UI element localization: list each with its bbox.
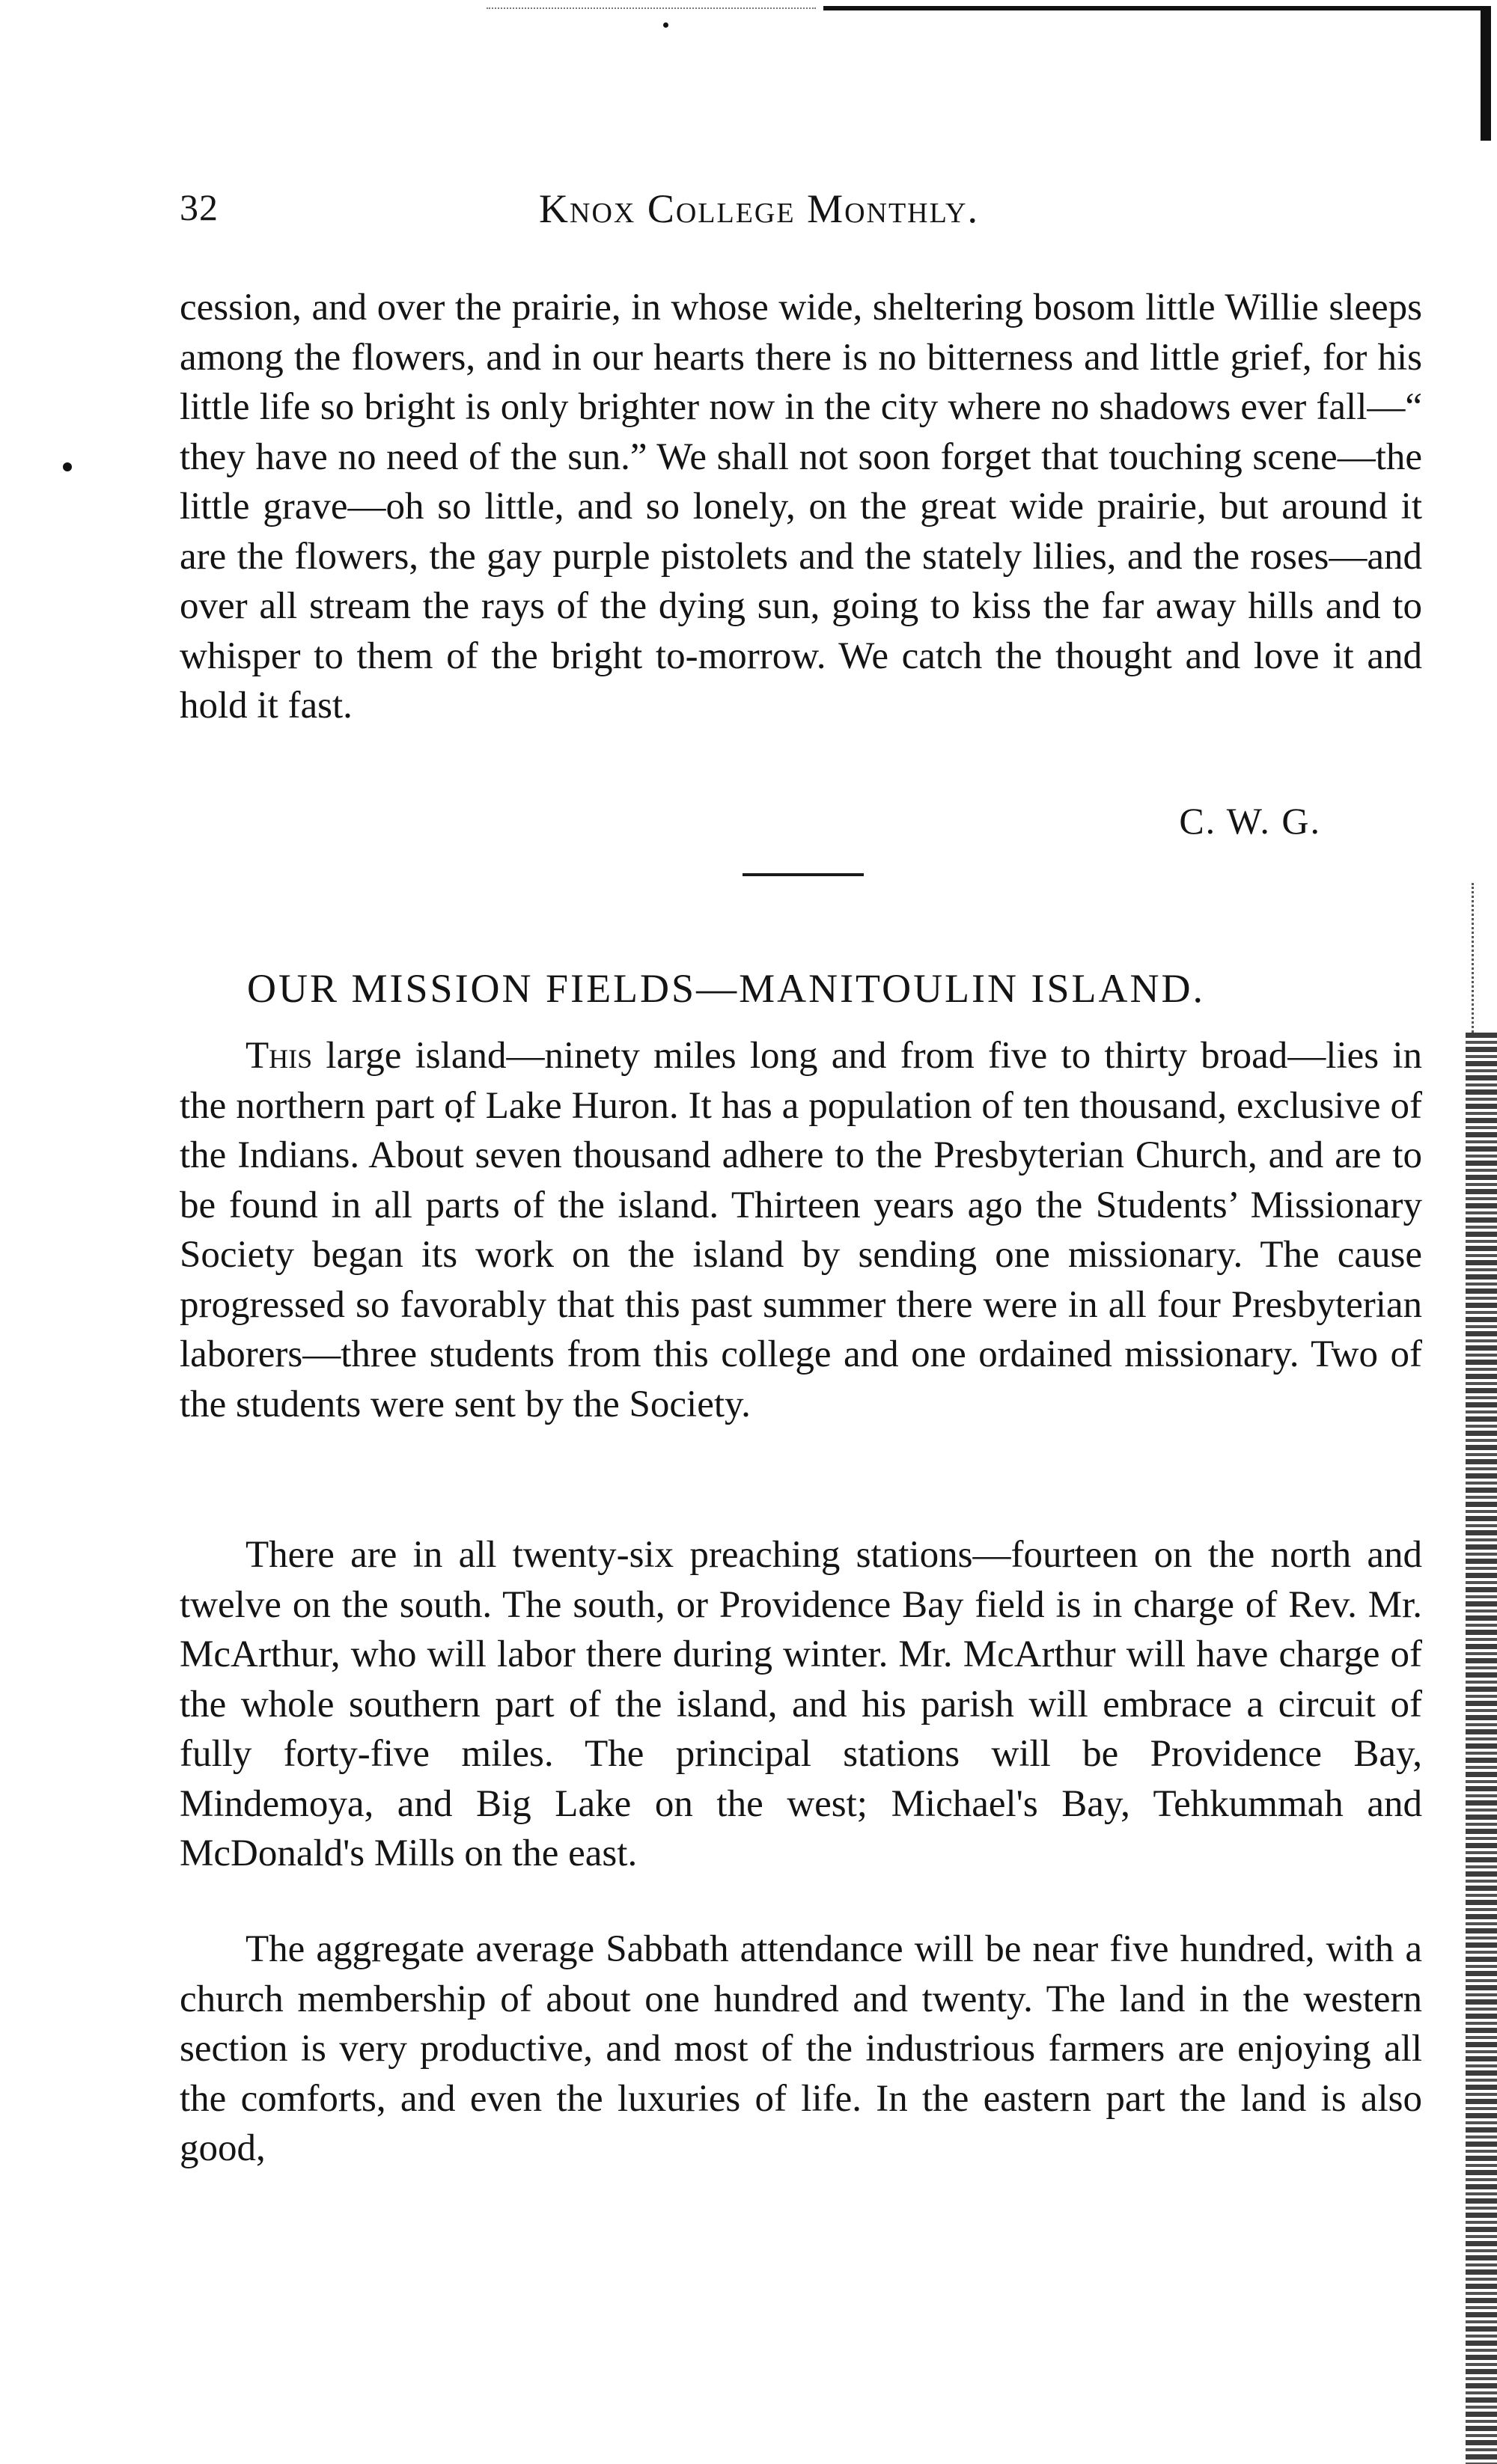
running-head xyxy=(180,186,1422,238)
opening-word: This xyxy=(246,1035,313,1077)
article-title: OUR MISSION FIELDS—MANITOULIN ISLAND. xyxy=(247,966,1206,1011)
journal-title: Knox College Monthly. xyxy=(539,186,979,231)
paragraph-text: There are in all twenty-six preaching stations—fourteen on the north and twelve on the south. The south, or Providence Bay field is in charge of Rev. Mr. McArthur, who will labor there during winter. Mr. McArthur will have charge of the whole southern part of the island, and his parish will embrace a circuit of fully forty-five miles. The principal stations will be Providence Bay, Mindemoya, and Big Lake on the west; Michael's Bay, Tehkummah and McDonald's Mills on the east. xyxy=(180,1534,1422,1874)
paragraph-text: cession, and over the prairie, in whose wide, sheltering bosom little Willie sleeps among the flowers, and in our hearts there is no bitterness and little grief, for his little life so bright is only brighter now in the city where no shadows ever fall—“ they have no need of the sun.” We shall not soon forget that touching scene—the little grave—oh so little, and so lonely, on the great wide prairie, but around it are the flowers, the gay purple pistolets and the stately lilies, and the roses—and over all stream the rays of the dying sun, going to kiss the far away hills and to whisper to them of the bright to-morrow. We catch the thought and love it and hold it fast. xyxy=(180,287,1422,727)
paragraph-text: The aggregate average Sabbath attendance will be near five hundred, with a church membership of about one hundred and twenty. The land in the western section is very productive, and most of the industrious farmers are enjoying all the comforts, and even the luxuries of life. In the eastern part the land is also good, xyxy=(180,1928,1422,2169)
page-number: 32 xyxy=(180,186,219,228)
scan-edge-right xyxy=(1466,1033,1497,2464)
article-paragraph-3 xyxy=(180,1925,1422,2174)
scan-edge-top xyxy=(823,6,1482,10)
article-paragraph-1 xyxy=(180,1031,1422,1429)
section-divider xyxy=(743,873,864,876)
author-signature: C. W. G. xyxy=(1179,800,1321,842)
scan-edge-corner xyxy=(1481,6,1491,141)
scan-edge-dotted xyxy=(487,7,816,10)
scan-edge-speckle xyxy=(1472,883,1486,1033)
paragraph-body: large island—ninety miles long and from five to thirty broad—lies in the northern part of Lake Huron. It has a population of ten thousand, exclusive of the Indians. About seven thousand adhere to the Presbyterian Church, and are to be found in all parts of the island. Thirteen years ago the Students’ Missionary Society began its work on the island by sending one missionary. The cause progressed so favorably that this past summer there were in all four Presbyterian laborers—three students from this college and one ordained missionary. Two of the students were sent by the Society. xyxy=(180,1035,1422,1425)
continued-paragraph xyxy=(180,283,1422,731)
paragraph-text xyxy=(180,1031,1422,1429)
ink-blot xyxy=(63,462,72,471)
ink-dot xyxy=(663,22,668,28)
article-paragraph-2 xyxy=(180,1530,1422,1879)
